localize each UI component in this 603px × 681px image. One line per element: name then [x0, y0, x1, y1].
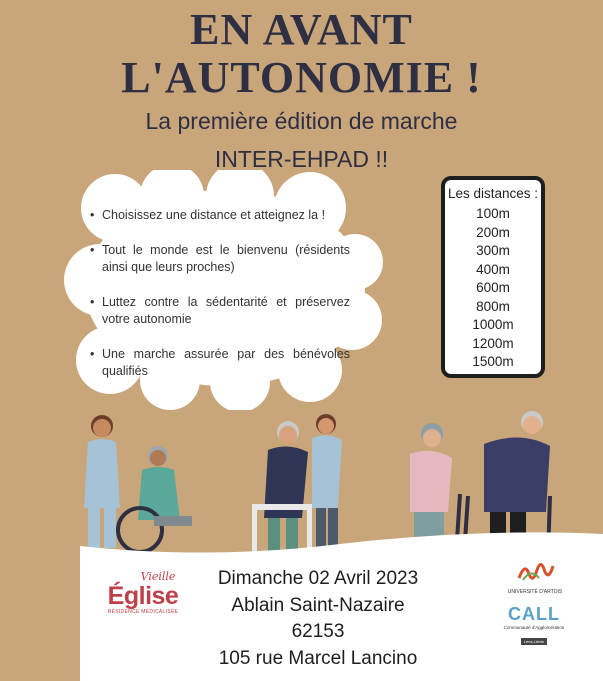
event-place: Ablain Saint-Nazaire: [231, 594, 405, 616]
event-address: 105 rue Marcel Lancino: [218, 647, 418, 669]
call-logo-tagline: Communauté d'Agglomération: [503, 625, 565, 630]
universite-artois-logo: [500, 560, 570, 595]
subtitle-line2: INTER-EHPAD !!: [214, 146, 389, 172]
call-logo-badge: Lens-Liévin: [521, 638, 547, 645]
bullet-item: • Luttez contre la sédentarité et préservez votre autonomie: [90, 294, 350, 328]
poster-title-line1: EN AVANT: [190, 5, 413, 54]
info-bullet-list: [90, 207, 350, 398]
subtitle-line1: La première édition de marche: [145, 108, 458, 134]
distance-value: 100m: [476, 206, 510, 221]
distances-heading: Les distances :: [447, 186, 539, 201]
call-logo-name: CALL: [508, 604, 560, 624]
distance-value: 1200m: [472, 335, 514, 351]
eglise-logo-script: Vieille: [140, 570, 176, 583]
bullet-item: • Tout le monde est le bienvenu (résidents ainsi que leurs proches): [90, 242, 350, 276]
distance-value: 300m: [476, 243, 510, 258]
distance-value: 600m: [476, 280, 510, 295]
distances-box: [441, 176, 545, 378]
bullet-item: • Une marche assurée par des bénévoles qualifiés: [90, 346, 350, 380]
eglise-logo-tagline: RÉSIDENCE MÉDICALISÉE: [107, 609, 179, 615]
eglise-logo-name: Église: [107, 582, 179, 610]
poster-title-line2: L'AUTONOMIE !: [121, 53, 482, 102]
distance-value: 400m: [476, 261, 510, 277]
call-logo: [502, 604, 566, 648]
vieille-eglise-logo: [100, 570, 186, 630]
distance-value: 1000m: [472, 317, 514, 332]
distance-value: 800m: [476, 298, 510, 314]
artois-logo-text: UNIVERSITÉ D'ARTOIS: [507, 589, 563, 595]
bullet-item: • Choisissez une distance et atteignez la !: [90, 207, 350, 224]
event-postcode: 62153: [291, 621, 345, 642]
distance-value: 1500m: [472, 354, 514, 369]
distance-value: 200m: [476, 224, 510, 240]
event-info: [200, 566, 436, 672]
event-date: Dimanche 02 Avril 2023: [217, 568, 419, 589]
artois-mark-icon: [515, 560, 555, 582]
